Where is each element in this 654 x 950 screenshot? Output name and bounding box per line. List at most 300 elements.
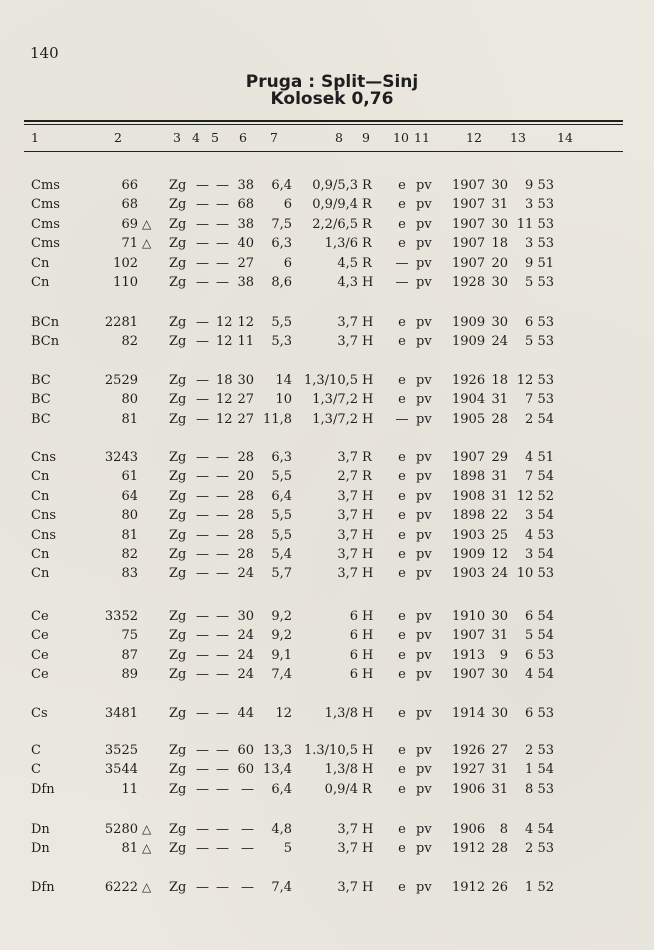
cell-d3: 27: [237, 411, 254, 427]
cell-d1: —: [196, 392, 209, 408]
cell-ep: e: [398, 392, 406, 408]
cell-d1: —: [196, 841, 209, 857]
cell-type: Cs: [31, 706, 48, 721]
cell-len: 6: [283, 255, 292, 271]
column-header: 1: [31, 130, 39, 145]
cell-d2: —: [216, 178, 229, 193]
cell-d2: —: [216, 197, 229, 213]
title-block: [0, 74, 654, 108]
cell-yr: 1907: [452, 667, 486, 683]
cell-grad: 0,9/4: [324, 781, 358, 797]
cell-d3: 24: [237, 628, 254, 644]
cell-let: R: [362, 236, 372, 252]
cell-type: Ce: [31, 628, 49, 644]
cell-ep: e: [398, 706, 406, 721]
cell-ew: 11 53: [516, 216, 554, 232]
cell-ep: e: [398, 822, 406, 837]
cell-len: 6,3: [271, 450, 292, 465]
cell-type: Dfn: [31, 880, 55, 895]
cell-d1: —: [196, 647, 209, 663]
cell-num: 71: [121, 236, 138, 252]
cell-yr: 1909: [452, 315, 486, 330]
cell-len: 5,4: [271, 547, 292, 562]
cell-cw: 30: [491, 275, 508, 290]
cell-d1: —: [196, 762, 209, 778]
cell-ep: e: [398, 450, 406, 465]
cell-zg: Zg: [169, 178, 187, 193]
cell-num: 68: [121, 197, 138, 213]
column-header: 10: [393, 130, 409, 145]
cell-num: 80: [121, 508, 138, 524]
cell-cw: 18: [491, 373, 508, 388]
cell-yr: 1906: [452, 781, 486, 797]
cell-cw: 24: [491, 334, 508, 350]
cell-pv: pv: [416, 392, 432, 408]
cell-d3: —: [241, 880, 254, 895]
cell-len: 9,1: [271, 647, 292, 663]
cell-d1: —: [196, 450, 209, 465]
cell-ep: e: [398, 315, 406, 330]
cell-d1: —: [196, 216, 209, 232]
cell-num: 3544: [104, 762, 138, 778]
cell-yr: 1908: [452, 488, 486, 504]
cell-len: 6,4: [271, 488, 292, 504]
cell-cw: 24: [491, 566, 508, 582]
cell-num: 102: [113, 255, 138, 271]
cell-pv: pv: [416, 628, 432, 644]
column-header: 11: [414, 130, 430, 145]
cell-let: H: [362, 743, 374, 758]
cell-ew: 1 52: [525, 880, 554, 895]
cell-zg: Zg: [169, 411, 187, 427]
cell-grad: 1.3/10,5: [304, 743, 358, 758]
column-header: 7: [270, 130, 278, 145]
cell-d2: 12: [216, 392, 233, 408]
cell-ew: 3 53: [525, 236, 554, 252]
cell-cw: 30: [491, 315, 508, 330]
cell-pv: pv: [416, 880, 432, 895]
cell-d2: —: [216, 450, 229, 465]
table-row: [0, 528, 654, 547]
cell-cw: 30: [491, 609, 508, 624]
cell-let: R: [362, 216, 372, 232]
cell-pv: pv: [416, 762, 432, 778]
cell-grad: 6: [349, 647, 358, 663]
cell-d3: —: [241, 781, 254, 797]
cell-type: Cn: [31, 255, 50, 271]
cell-let: H: [362, 609, 374, 624]
cell-len: 5,3: [271, 334, 292, 350]
cell-pv: pv: [416, 781, 432, 797]
cell-let: H: [362, 373, 374, 388]
cell-yr: 1907: [452, 178, 486, 193]
cell-type: Cms: [31, 178, 60, 193]
cell-yr: 1928: [452, 275, 486, 290]
cell-ep: —: [395, 255, 409, 271]
cell-len: 9,2: [271, 628, 292, 644]
cell-type: Cms: [31, 236, 60, 252]
cell-ew: 3 54: [525, 508, 554, 524]
cell-ew: 9 51: [525, 255, 554, 271]
page-subtitle: Kolosek 0,76: [270, 89, 394, 109]
cell-ew: 3 54: [525, 547, 554, 562]
cell-let: H: [362, 762, 374, 778]
cell-ep: e: [398, 527, 406, 543]
table-row: [0, 566, 654, 585]
cell-zg: Zg: [169, 197, 187, 213]
cell-let: R: [362, 255, 372, 271]
cell-d1: —: [196, 822, 209, 837]
column-header: 9: [362, 130, 370, 145]
cell-d2: —: [216, 667, 229, 683]
cell-ew: 4 54: [525, 822, 554, 837]
cell-d1: —: [196, 334, 209, 350]
cell-let: R: [362, 469, 372, 485]
cell-zg: Zg: [169, 450, 187, 465]
cell-grad: 3,7: [337, 547, 358, 562]
cell-grad: 4,3: [337, 275, 358, 290]
cell-ew: 10 53: [516, 566, 554, 582]
cell-cw: 20: [491, 255, 508, 271]
cell-type: BCn: [31, 334, 60, 350]
cell-cw: 31: [491, 469, 508, 485]
cell-let: H: [362, 275, 374, 290]
table-row: [0, 315, 654, 334]
cell-len: 5: [283, 841, 292, 857]
cell-d3: 20: [237, 469, 254, 485]
cell-d1: —: [196, 527, 209, 543]
cell-pv: pv: [416, 822, 432, 837]
cell-d1: —: [196, 411, 209, 427]
cell-zg: Zg: [169, 216, 187, 232]
cell-grad: 3,7: [337, 527, 358, 543]
cell-yr: 1907: [452, 216, 486, 232]
cell-type: BCn: [31, 315, 60, 330]
cell-num: 2281: [104, 315, 138, 330]
cell-type: Cms: [31, 197, 60, 213]
cell-grad: 3,7: [337, 488, 358, 504]
cell-type: Cms: [31, 216, 60, 232]
cell-cw: 27: [491, 743, 508, 758]
cell-grad: 3,7: [337, 880, 358, 895]
cell-d3: 12: [237, 315, 254, 330]
table-row: [0, 667, 654, 686]
cell-len: 12: [275, 706, 292, 721]
cell-num: 66: [121, 178, 138, 193]
cell-pv: pv: [416, 841, 432, 857]
cell-tri: △: [142, 216, 152, 231]
cell-let: H: [362, 706, 374, 721]
cell-d1: —: [196, 880, 209, 895]
cell-len: 9,2: [271, 609, 292, 624]
cell-type: Cns: [31, 508, 56, 524]
cell-zg: Zg: [169, 469, 187, 485]
cell-type: BC: [31, 392, 51, 408]
cell-d2: —: [216, 275, 229, 290]
cell-type: Cns: [31, 527, 56, 543]
cell-yr: 1910: [452, 609, 486, 624]
cell-zg: Zg: [169, 315, 187, 330]
cell-let: R: [362, 197, 372, 213]
cell-pv: pv: [416, 255, 432, 271]
cell-d3: 27: [237, 392, 254, 408]
cell-pv: pv: [416, 667, 432, 683]
cell-d3: 24: [237, 647, 254, 663]
cell-cw: 29: [491, 450, 508, 465]
cell-d3: 60: [237, 762, 254, 778]
cell-let: H: [362, 488, 374, 504]
cell-type: Ce: [31, 667, 49, 683]
table-row: [0, 178, 654, 197]
cell-grad: 6: [349, 628, 358, 644]
cell-cw: 31: [491, 488, 508, 504]
cell-grad: 3,7: [337, 450, 358, 465]
cell-d3: 30: [237, 373, 254, 388]
table-row: [0, 880, 654, 899]
cell-grad: 4,5: [337, 255, 358, 271]
cell-d3: 24: [237, 667, 254, 683]
cell-zg: Zg: [169, 841, 187, 857]
cell-ep: e: [398, 647, 406, 663]
cell-grad: 1,3/8: [324, 762, 358, 778]
cell-type: Ce: [31, 609, 49, 624]
cell-type: Dn: [31, 841, 50, 857]
cell-d3: 28: [237, 508, 254, 524]
cell-let: H: [362, 315, 374, 330]
cell-cw: 31: [491, 762, 508, 778]
cell-zg: Zg: [169, 373, 187, 388]
cell-d2: —: [216, 566, 229, 582]
cell-d3: 28: [237, 450, 254, 465]
cell-num: 80: [121, 392, 138, 408]
cell-ew: 6 53: [525, 315, 554, 330]
cell-ew: 2 54: [525, 411, 554, 427]
cell-d2: 12: [216, 315, 233, 330]
cell-d3: 38: [237, 275, 254, 290]
cell-ew: 5 53: [525, 334, 554, 350]
cell-d2: —: [216, 822, 229, 837]
cell-yr: 1906: [452, 822, 486, 837]
cell-grad: 0,9/9,4: [312, 197, 358, 213]
cell-len: 6: [283, 197, 292, 213]
cell-d2: —: [216, 508, 229, 524]
cell-type: Cn: [31, 275, 50, 290]
table-row: [0, 628, 654, 647]
cell-cw: 25: [491, 527, 508, 543]
cell-ep: e: [398, 667, 406, 683]
cell-d1: —: [196, 236, 209, 252]
cell-type: Ce: [31, 647, 49, 663]
cell-grad: 3,7: [337, 334, 358, 350]
cell-ew: 12 53: [516, 373, 554, 388]
cell-num: 3525: [104, 743, 138, 758]
cell-d2: —: [216, 743, 229, 758]
cell-tri: △: [142, 236, 152, 251]
cell-ew: 7 54: [525, 469, 554, 485]
cell-pv: pv: [416, 609, 432, 624]
cell-cw: 8: [499, 822, 508, 837]
cell-d2: —: [216, 547, 229, 562]
table-row: [0, 841, 654, 860]
table-row: [0, 236, 654, 255]
cell-ew: 3 53: [525, 197, 554, 213]
cell-d2: —: [216, 236, 229, 252]
cell-type: Dfn: [31, 781, 55, 797]
cell-cw: 28: [491, 411, 508, 427]
cell-ep: e: [398, 469, 406, 485]
cell-len: 6,4: [271, 178, 292, 193]
cell-cw: 31: [491, 392, 508, 408]
cell-zg: Zg: [169, 880, 187, 895]
cell-d3: 28: [237, 527, 254, 543]
cell-pv: pv: [416, 488, 432, 504]
table-row: [0, 217, 654, 236]
cell-grad: 6: [349, 667, 358, 683]
table-row: [0, 762, 654, 781]
cell-cw: 18: [491, 236, 508, 252]
cell-ep: e: [398, 566, 406, 582]
cell-len: 11,8: [263, 411, 292, 427]
cell-d2: —: [216, 762, 229, 778]
table-row: [0, 256, 654, 275]
cell-grad: 1,3/6: [324, 236, 358, 252]
cell-zg: Zg: [169, 275, 187, 290]
cell-num: 81: [121, 841, 138, 857]
cell-zg: Zg: [169, 781, 187, 797]
cell-len: 10: [275, 392, 292, 408]
cell-num: 89: [121, 667, 138, 683]
cell-d1: —: [196, 197, 209, 213]
cell-grad: 1,3/7,2: [312, 411, 358, 427]
cell-zg: Zg: [169, 547, 187, 562]
table-top-rule: [24, 120, 623, 122]
cell-zg: Zg: [169, 628, 187, 644]
cell-d3: 28: [237, 488, 254, 504]
table-row: [0, 392, 654, 411]
cell-ep: e: [398, 488, 406, 504]
cell-let: H: [362, 508, 374, 524]
cell-pv: pv: [416, 373, 432, 388]
cell-pv: pv: [416, 547, 432, 562]
cell-ep: e: [398, 781, 406, 797]
cell-d2: 12: [216, 411, 233, 427]
cell-num: 82: [121, 547, 138, 562]
cell-zg: Zg: [169, 488, 187, 504]
cell-pv: pv: [416, 275, 432, 290]
cell-type: Cn: [31, 488, 50, 504]
cell-cw: 30: [491, 216, 508, 232]
cell-d1: —: [196, 667, 209, 683]
page-number: 140: [30, 44, 59, 62]
cell-type: C: [31, 743, 41, 758]
cell-cw: 26: [491, 880, 508, 895]
cell-grad: 3,7: [337, 315, 358, 330]
cell-cw: 9: [499, 647, 508, 663]
cell-cw: 28: [491, 841, 508, 857]
cell-d1: —: [196, 275, 209, 290]
cell-ew: 12 52: [516, 488, 554, 504]
column-header: 12: [466, 130, 482, 145]
cell-zg: Zg: [169, 255, 187, 271]
cell-d2: —: [216, 781, 229, 797]
column-header: 14: [557, 130, 573, 145]
cell-cw: 22: [491, 508, 508, 524]
table-row: [0, 648, 654, 667]
cell-yr: 1927: [452, 762, 486, 778]
cell-zg: Zg: [169, 334, 187, 350]
cell-grad: 2,2/6,5: [312, 216, 358, 232]
cell-ep: —: [395, 411, 409, 427]
table-row: [0, 412, 654, 431]
cell-len: 7,4: [271, 880, 292, 895]
cell-cw: 31: [491, 781, 508, 797]
cell-grad: 0,9/5,3: [312, 178, 358, 193]
cell-yr: 1907: [452, 628, 486, 644]
table-row: [0, 706, 654, 725]
cell-zg: Zg: [169, 236, 187, 252]
cell-type: Cn: [31, 566, 50, 582]
cell-ep: e: [398, 236, 406, 252]
cell-len: 13,4: [263, 762, 292, 778]
table-row: [0, 450, 654, 469]
cell-d3: 60: [237, 743, 254, 758]
cell-zg: Zg: [169, 647, 187, 663]
cell-let: H: [362, 566, 374, 582]
cell-d1: —: [196, 743, 209, 758]
cell-d1: —: [196, 373, 209, 388]
page-title: Pruga : Split—Sinj: [245, 72, 419, 92]
cell-num: 6222: [104, 880, 138, 895]
cell-let: H: [362, 527, 374, 543]
cell-pv: pv: [416, 706, 432, 721]
cell-len: 5,5: [271, 315, 292, 330]
cell-d2: —: [216, 255, 229, 271]
cell-type: Cn: [31, 547, 50, 562]
cell-num: 64: [121, 488, 138, 504]
cell-cw: 31: [491, 628, 508, 644]
column-header: 6: [239, 130, 247, 145]
cell-yr: 1909: [452, 547, 486, 562]
cell-pv: pv: [416, 508, 432, 524]
cell-ep: e: [398, 197, 406, 213]
cell-ep: e: [398, 628, 406, 644]
cell-pv: pv: [416, 216, 432, 232]
cell-cw: 30: [491, 667, 508, 683]
cell-d1: —: [196, 315, 209, 330]
cell-pv: pv: [416, 334, 432, 350]
cell-yr: 1907: [452, 450, 486, 465]
cell-yr: 1904: [452, 392, 486, 408]
cell-grad: 3,7: [337, 841, 358, 857]
cell-ep: e: [398, 743, 406, 758]
cell-d3: 30: [237, 609, 254, 624]
cell-num: 3352: [104, 609, 138, 624]
cell-grad: 6: [349, 609, 358, 624]
cell-num: 82: [121, 334, 138, 350]
cell-pv: pv: [416, 647, 432, 663]
cell-len: 7,5: [271, 216, 292, 232]
cell-pv: pv: [416, 178, 432, 193]
cell-ep: e: [398, 762, 406, 778]
cell-pv: pv: [416, 566, 432, 582]
cell-ew: 2 53: [525, 743, 554, 758]
cell-yr: 1898: [452, 508, 486, 524]
cell-d3: 44: [237, 706, 254, 721]
cell-d1: —: [196, 628, 209, 644]
cell-num: 110: [113, 275, 138, 290]
cell-ep: e: [398, 334, 406, 350]
cell-type: C: [31, 762, 41, 778]
